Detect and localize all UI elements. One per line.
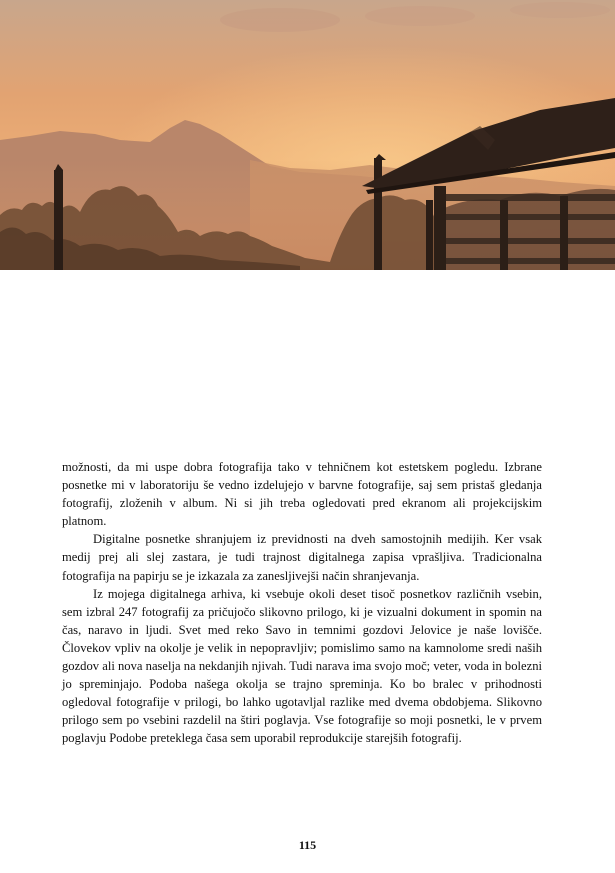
- paragraph-1: možnosti, da mi uspe dobra fotografija tako v tehničnem kot estetskem pogledu. Izbrane posnetke mi v laboratoriju še vedno izdelujejo v barvne fotografije, saj sem pristaš gledanja fotografij, zloženih v album. Ni si jih treba ogledovati pred ekranom ali projekcijskim platnom.: [62, 460, 542, 529]
- sunset-landscape-image: [0, 0, 615, 270]
- cloud: [510, 2, 610, 18]
- paragraph-3: Iz mojega digitalnega arhiva, ki vsebuje okoli deset tisoč posnetkov različnih vsebin, sem izbral 247 fotografij za pričujočo slikovno prilogo, ki je vizualni dokument in spomin na čas, naravo in ljudi. Svet med reko Savo in temnimi gozdovi Jelovice je naše lovišče. Človekov vpliv na okolje je velik in nepopravljiv; pomislimo samo na kamnolome sredi naših gozdov ali nova naselja na nekdanjih njivah. Tudi narava ima svojo moč; veter, voda in bolezni jo spreminjajo. Podoba našega okolja se trajno spreminja. Ko bo bralec v prihodnosti ogledoval fotografije v prilogi, bo lahko ugotavljal razlike med dvema obdobjema. Slikovno prilogo sem po vsebini razdelil na štiri poglavja. Vse fotografije so moji posnetki, le v prvem poglavju Podobe preteklega časa sem uporabil reprodukcije starejših fotografij.: [62, 586, 542, 746]
- fence-post: [426, 200, 433, 270]
- cloud: [365, 6, 475, 26]
- cloud: [220, 8, 340, 32]
- paragraph-2: Digitalne posnetke shranjujem iz previdnosti na dveh samostojnih medijih. Ker vsak medij prej ali slej zastara, je tudi trajnost digitalnega zapisa vprašljiva. Tradicionalna fotografija na papirju se je izkazala za zanesljivejši način shranjevanja.: [62, 532, 542, 583]
- page-number: 115: [298, 838, 317, 852]
- header-photo: [0, 0, 615, 270]
- body-text: [62, 458, 542, 748]
- fence-post: [54, 170, 63, 270]
- fence-post: [374, 158, 382, 270]
